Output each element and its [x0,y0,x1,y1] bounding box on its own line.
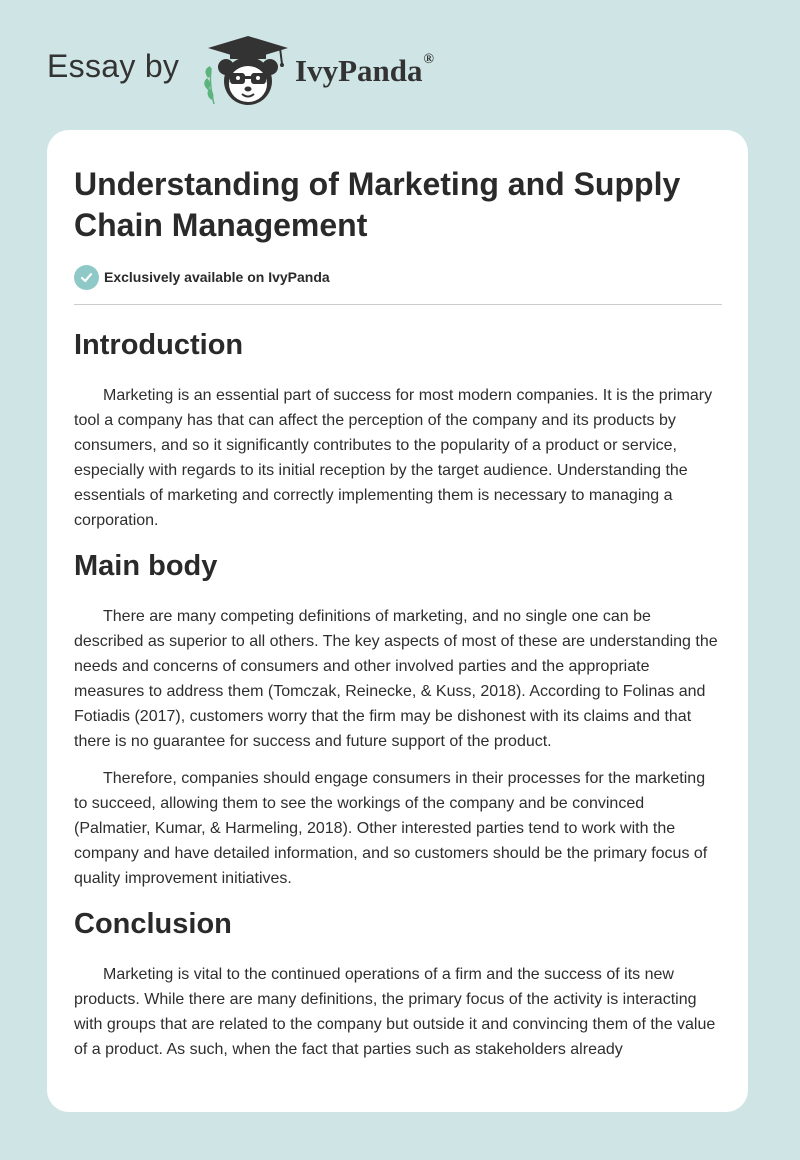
main-body-paragraph-1: There are many competing definitions of marketing, and no single one can be described as superior to all others. The key aspects of most of these are understanding the needs and concerns of consumers and other involved parties and the appropriate measures to address them (Tomczak, Reinecke, & Kuss, 2018). According to Folinas and Fotiadis (2017), customers worry that the firm may be dishonest with its claims and that there is no guarantee for success and future support of the product. [74,608,718,750]
site-header [0,0,800,120]
brand-name: IvyPanda [295,53,423,88]
brand-wordmark[interactable] [295,52,434,88]
panda-graduate-logo-icon[interactable] [202,34,294,110]
introduction-paragraph: Marketing is an essential part of success for most modern companies. It is the primary tool a company has that can affect the perception of the company and its products by consumers, and so it significantly contributes to the popularity of a product or service, especially with regards to its initial reception by the target audience. Understanding the essentials of marketing and correctly implementing them is necessary to managing a corporation. [74,387,713,529]
essay-card [47,130,748,1112]
registered-mark: ® [423,52,434,67]
conclusion-paragraph: Marketing is vital to the continued operations of a firm and the success of its new products. While there are many definitions, the primary focus of the activity is interacting with groups that are related to the company but outside it and convincing them of the value of a product. As such, when the fact that parties such as stakeholders already [74,966,716,1058]
essay-content [74,164,722,1062]
main-body-paragraph-2: Therefore, companies should engage consumers in their processes for the marketing to succeed, allowing them to see the workings of the company and be convinced (Palmatier, Kumar, & Harmeling, 2018). Other interested parties tend to work with the company and have detailed information, and so customers should be the primary focus of quality improvement initiatives. [74,770,708,887]
title-divider [74,304,722,305]
section-heading-conclusion: Conclusion [74,908,232,940]
section-heading-main-body: Main body [74,550,218,582]
essay-by-label: Essay by [47,48,180,84]
exclusive-label: Exclusively available on IvyPanda [104,269,330,285]
exclusive-badge [74,264,722,290]
essay-title: Understanding of Marketing and Supply Chain Management [74,166,681,243]
checkmark-icon [74,265,99,290]
section-heading-introduction: Introduction [74,329,244,361]
